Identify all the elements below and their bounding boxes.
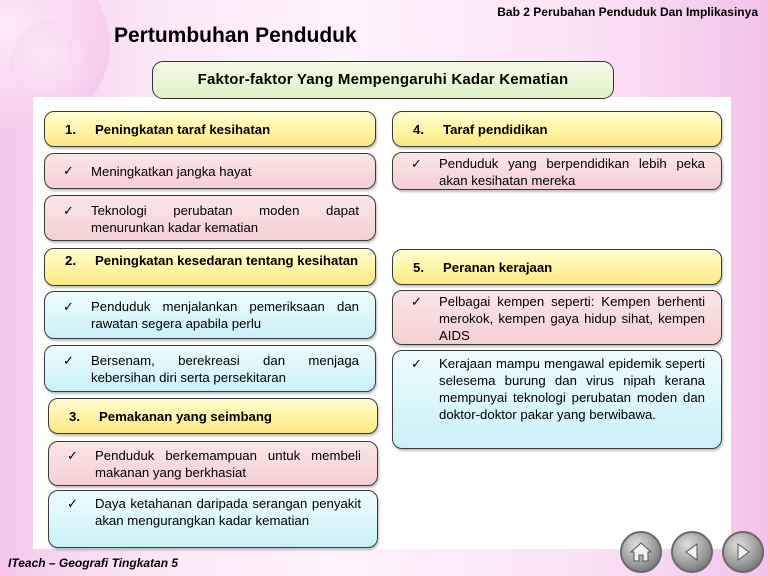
checkmark-icon: ✓ [411, 156, 422, 171]
checkmark-icon: ✓ [63, 163, 74, 178]
section-title: Peningkatan taraf kesihatan [95, 122, 271, 137]
previous-button[interactable] [671, 531, 713, 573]
section-heading-5 [392, 249, 722, 285]
section-heading-2 [44, 248, 376, 286]
section-heading-1 [44, 111, 376, 147]
section-number: 2. [65, 253, 76, 268]
home-icon [629, 540, 653, 564]
section-title: Taraf pendidikan [443, 122, 548, 137]
checkmark-icon: ✓ [67, 496, 78, 511]
item-text: Teknologi perubatan moden dapat menurunkan kadar kematian [91, 203, 359, 235]
list-item [392, 290, 722, 345]
item-text: Pelbagai kempen seperti: Kempen berhenti merokok, kempen gaya hidup sihat, kempen AIDS [439, 294, 705, 343]
item-text: Kerajaan mampu mengawal epidemik seperti selesema burung dan virus nipah kerana mempunyai teknologi perubatan moden dan doktor-doktor pakar yang berwibawa. [439, 356, 705, 422]
chapter-title: Bab 2 Perubahan Penduduk Dan Implikasinya [497, 5, 758, 19]
section-title: Pemakanan yang seimbang [99, 409, 272, 424]
checkmark-icon: ✓ [63, 203, 74, 218]
list-item [44, 195, 376, 241]
section-title: Peningkatan kesedaran tentang kesihatan [95, 253, 359, 268]
item-text: Bersenam, berekreasi dan menjaga kebersihan diri serta persekitaran [91, 353, 359, 385]
section-number: 4. [413, 122, 424, 137]
list-item [48, 490, 378, 548]
home-button[interactable] [620, 531, 662, 573]
list-item [44, 345, 376, 392]
triangle-left-icon [680, 540, 704, 564]
section-title: Peranan kerajaan [443, 260, 553, 275]
list-item [48, 441, 378, 486]
item-text: Penduduk menjalankan pemeriksaan dan rawatan segera apabila perlu [91, 299, 359, 331]
checkmark-icon: ✓ [63, 353, 74, 368]
item-text: Daya ketahanan daripada serangan penyakit akan mengurangkan kadar kematian [95, 496, 361, 528]
section-heading-4 [392, 111, 722, 147]
list-item [392, 152, 722, 190]
checkmark-icon: ✓ [63, 299, 74, 314]
page-title: Pertumbuhan Penduduk [114, 24, 357, 47]
footer-label: ITeach – Geografi Tingkatan 5 [8, 556, 179, 570]
section-number: 1. [65, 122, 76, 137]
checkmark-icon: ✓ [411, 294, 422, 309]
section-heading-3 [48, 398, 378, 434]
next-button[interactable] [722, 531, 764, 573]
item-text: Penduduk yang berpendidikan lebih peka akan kesihatan mereka [439, 156, 705, 188]
section-number: 5. [413, 260, 424, 275]
list-item [44, 291, 376, 339]
checkmark-icon: ✓ [411, 356, 422, 371]
item-text: Meningkatkan jangka hayat [91, 164, 252, 179]
checkmark-icon: ✓ [67, 448, 78, 463]
section-number: 3. [69, 409, 80, 424]
list-item [392, 350, 722, 449]
topic-banner: Faktor-faktor Yang Mempengaruhi Kadar Kematian [152, 61, 614, 99]
list-item [44, 153, 376, 189]
item-text: Penduduk berkemampuan untuk membeli makanan yang berkhasiat [95, 448, 361, 480]
triangle-right-icon [731, 540, 755, 564]
